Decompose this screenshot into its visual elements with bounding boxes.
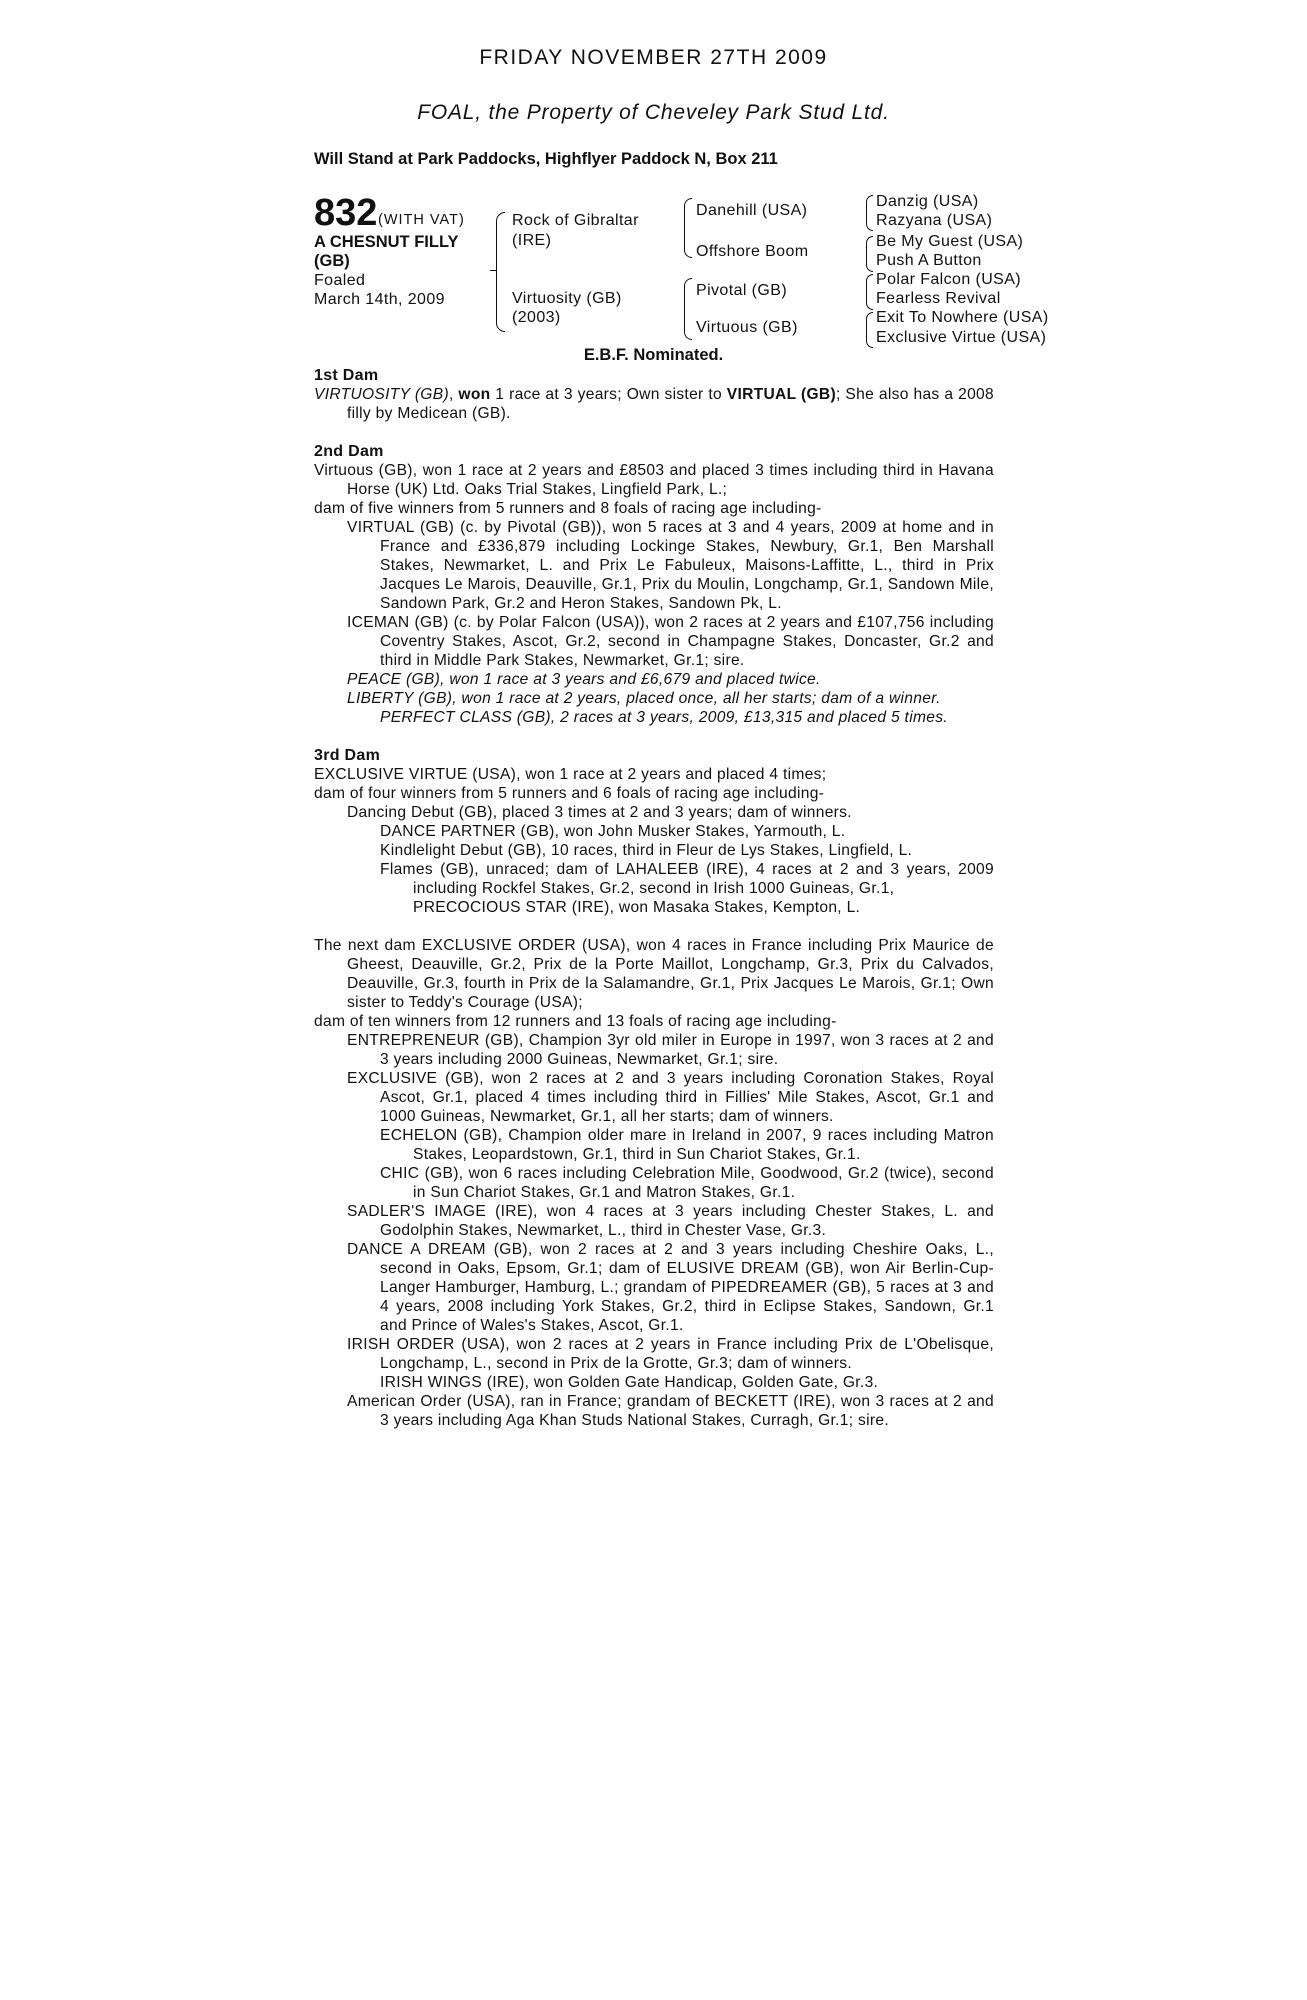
produce-entry: ICEMAN (GB) (c. by Polar Falcon (USA)), won 2 races at 2 years and £107,756 including Coventry Stakes, Ascot, Gr.2, second in Champagne Stakes, Doncaster, Gr.2 and third in Middle Park Stakes, Newmarket, Gr.1; sire. — [347, 614, 994, 669]
produce-entry: PRECOCIOUS STAR (IRE), won Masaka Stakes, Kempton, L. — [413, 899, 861, 916]
produce-entry: LIBERTY (GB), won 1 race at 2 years, placed once, all her starts; dam of a winner. — [347, 690, 941, 707]
pedigree-brace — [496, 212, 505, 332]
produce-entry: DANCE PARTNER (GB), won John Musker Stakes, Yarmouth, L. — [380, 823, 846, 840]
sire-sire: Danehill (USA) — [696, 202, 808, 219]
dam-year: (2003) — [512, 309, 561, 326]
sire-name: Rock of Gibraltar — [512, 212, 639, 229]
dam-sire: Pivotal (GB) — [696, 282, 788, 299]
sale-date: FRIDAY NOVEMBER 27TH 2009 — [479, 46, 828, 69]
third-dam-intro: EXCLUSIVE VIRTUE (USA), won 1 race at 2 years and placed 4 times; — [314, 766, 827, 783]
produce-entry: ENTREPRENEUR (GB), Champion 3yr old miler in Europe in 1997, won 3 races at 2 and 3 years including 2000 Guineas, Newmarket, Gr.1; sire. — [347, 1032, 994, 1068]
next-dam-produce-intro: dam of ten winners from 12 runners and 13 foals of racing age including- — [314, 1013, 837, 1030]
sd-sire: Be My Guest (USA) — [876, 233, 1024, 250]
ds-sire: Polar Falcon (USA) — [876, 271, 1022, 288]
foaled-date: March 14th, 2009 — [314, 291, 445, 308]
third-dam-heading: 3rd Dam — [314, 747, 381, 764]
pedigree-notes — [314, 366, 994, 1430]
pedigree-brace-point — [490, 270, 496, 271]
produce-entry: PERFECT CLASS (GB), 2 races at 3 years, 2009, £13,315 and placed 5 times. — [380, 709, 948, 726]
produce-entry: SADLER'S IMAGE (IRE), won 4 races at 3 years including Chester Stakes, L. and Godolphin Stakes, Newmarket, L., third in Chester Vase, Gr.3. — [347, 1203, 994, 1239]
produce-entry: Flames (GB), unraced; dam of LAHALEEB (IRE), 4 races at 2 and 3 years, 2009 including Rockfel Stakes, Gr.2, second in Irish 1000 Guineas, Gr.1, — [380, 861, 994, 897]
produce-entry: IRISH WINGS (IRE), won Golden Gate Handicap, Golden Gate, Gr.3. — [380, 1374, 879, 1391]
dd-sire: Exit To Nowhere (USA) — [876, 309, 1049, 326]
sd-brace — [866, 236, 873, 272]
produce-entry: American Order (USA), ran in France; grandam of BECKETT (IRE), won 3 races at 2 and 3 years including Aga Khan Studs National Stakes, Curragh, Gr.1; sire. — [347, 1393, 994, 1429]
ds-dam: Fearless Revival — [876, 290, 1001, 307]
produce-entry: Kindlelight Debut (GB), 10 races, third in Fleur de Lys Stakes, Lingfield, L. — [380, 842, 913, 859]
first-dam-text: VIRTUOSITY (GB), won 1 race at 3 years; Own sister to VIRTUAL (GB); She also has a 2008 filly by Medicean (GB). — [314, 386, 995, 422]
ss-brace — [866, 195, 873, 231]
next-dam-intro: The next dam EXCLUSIVE ORDER (USA), won 4 races in France including Prix Maurice de Gheest, Deauville, Gr.2, Prix de la Porte Maillot, Longchamp, Gr.3, Prix du Calvados, Deauville, Gr.3, fourth in Prix de la Salamandre, Gr.1, Prix Jacques Le Marois, Gr.1; Own sister to Teddy's Courage (USA); — [314, 937, 994, 1011]
produce-entry: DANCE A DREAM (GB), won 2 races at 2 and 3 years including Cheshire Oaks, L., second in Oaks, Epsom, Gr.1; dam of ELUSIVE DREAM (GB), won Air Berlin-Cup-Langer Hamburger, Hamburg, L.; grandam of PIPEDREAMER (GB), 5 races at 3 and 4 years, 2008 including York Stakes, Gr.2, third in Eclipse Stakes, Sandown, Gr.1 and Prince of Wales's Stakes, Ascot, Gr.1. — [347, 1241, 994, 1334]
sd-dam: Push A Button — [876, 252, 982, 269]
dd-brace — [866, 312, 873, 348]
first-dam-heading: 1st Dam — [314, 367, 379, 384]
sire-dam: Offshore Boom — [696, 243, 809, 260]
ss-sire: Danzig (USA) — [876, 193, 979, 210]
lot-description: A CHESNUT FILLY (GB) — [314, 233, 459, 270]
vat-label: (WITH VAT) — [378, 212, 465, 228]
produce-entry: EXCLUSIVE (GB), won 2 races at 2 and 3 years including Coronation Stakes, Royal Ascot, Gr.1, placed 4 times including third in Fillies' Mile Stakes, Ascot, Gr.1 and 1000 Guineas, Newmarket, Gr.1, all her starts; dam of winners. — [347, 1070, 994, 1125]
second-dam-intro: Virtuous (GB), won 1 race at 2 years and £8503 and placed 3 times including third in Havana Horse (UK) Ltd. Oaks Trial Stakes, Lingfield Park, L.; — [314, 462, 994, 498]
produce-entry: CHIC (GB), won 6 races including Celebration Mile, Goodwood, Gr.2 (twice), second in Sun Chariot Stakes, Gr.1 and Matron Stakes, Gr.1. — [380, 1165, 994, 1201]
dam-name: Virtuosity (GB) — [512, 290, 622, 307]
sire-origin: (IRE) — [512, 232, 552, 249]
produce-entry: PEACE (GB), won 1 race at 3 years and £6,679 and placed twice. — [347, 671, 821, 688]
second-dam-produce-intro: dam of five winners from 5 runners and 8 foals of racing age including- — [314, 500, 822, 517]
ds-brace — [866, 274, 873, 310]
property-line: FOAL, the Property of Cheveley Park Stud Ltd. — [417, 101, 890, 124]
produce-entry: VIRTUAL (GB) (c. by Pivotal (GB)), won 5 races at 3 and 4 years, 2009 at home and in France and £336,879 including Lockinge Stakes, Newbury, Gr.1, Ben Marshall Stakes, Newmarket, L. and Prix Le Fabuleux, Maisons-Laffitte, L., third in Prix Jacques Le Marois, Deauville, Gr.1, Prix du Moulin, Longchamp, Gr.1, Sandown Mile, Sandown Park, Gr.2 and Heron Stakes, Sandown Pk, L. — [347, 519, 994, 612]
dd-dam: Exclusive Virtue (USA) — [876, 329, 1047, 346]
stand-location: Will Stand at Park Paddocks, Highflyer Paddock N, Box 211 — [314, 150, 778, 168]
ss-dam: Razyana (USA) — [876, 212, 993, 229]
third-dam-produce-intro: dam of four winners from 5 runners and 6 foals of racing age including- — [314, 785, 825, 802]
dam-brace — [684, 278, 692, 340]
dam-dam: Virtuous (GB) — [696, 319, 798, 336]
second-dam-heading: 2nd Dam — [314, 443, 384, 460]
sire-brace — [684, 198, 692, 258]
produce-entry: ECHELON (GB), Champion older mare in Ireland in 2007, 9 races including Matron Stakes, Leopardstown, Gr.1, third in Sun Chariot Stakes, Gr.1. — [380, 1127, 994, 1163]
ebf-nomination: E.B.F. Nominated. — [583, 346, 724, 364]
foaled-label: Foaled — [314, 272, 366, 289]
lot-number: 832 — [314, 192, 378, 234]
produce-entry: IRISH ORDER (USA), won 2 races at 2 years in France including Prix de L'Obelisque, Longchamp, L., second in Prix de la Grotte, Gr.3; dam of winners. — [347, 1336, 994, 1372]
foaled-info — [314, 271, 445, 309]
produce-entry: Dancing Debut (GB), placed 3 times at 2 and 3 years; dam of winners. — [347, 804, 852, 821]
dam1-name: VIRTUOSITY (GB) — [314, 386, 449, 403]
